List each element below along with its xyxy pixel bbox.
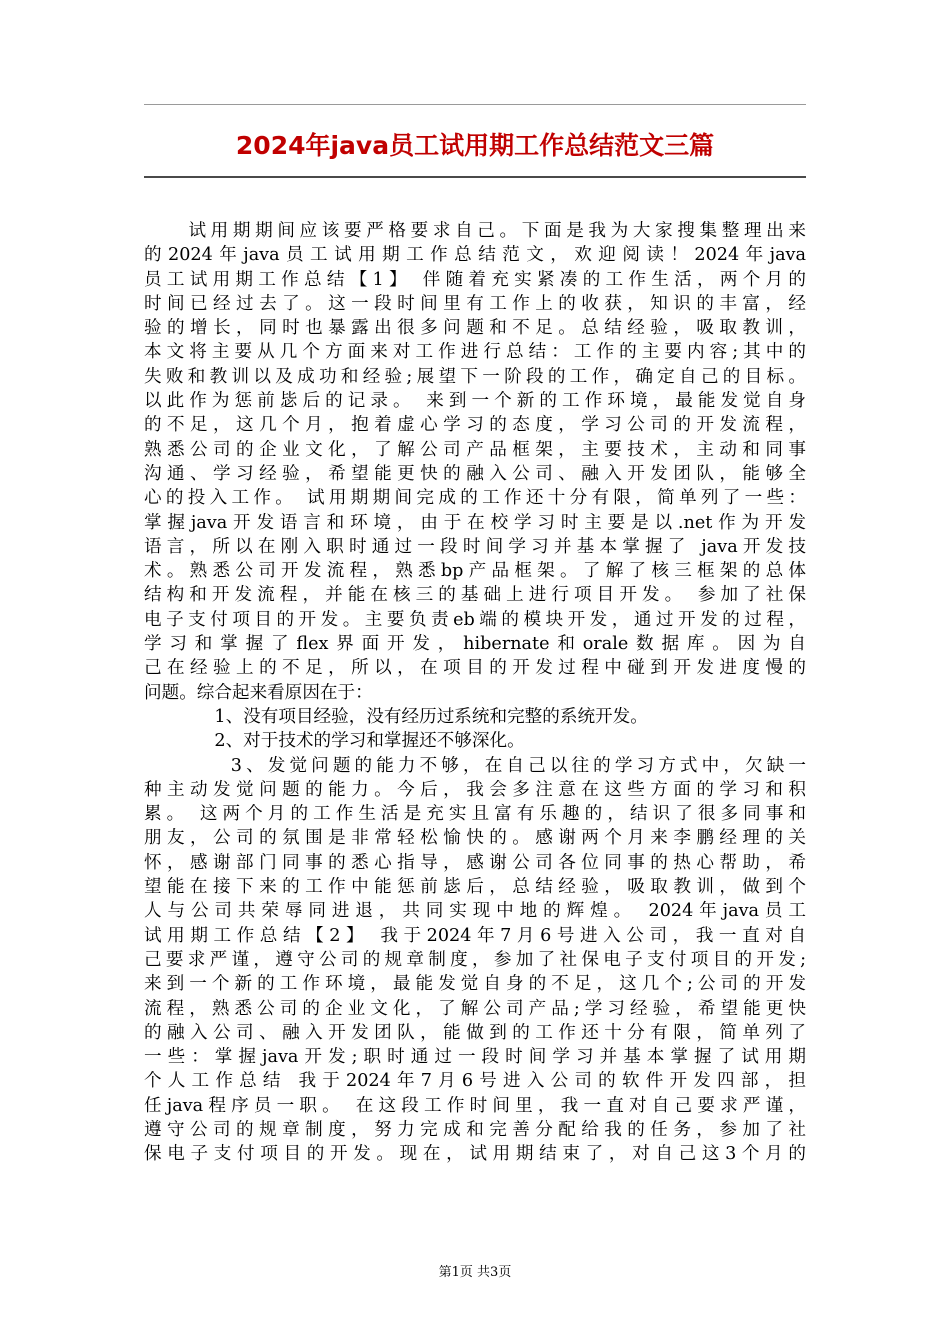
body-line: 本文将主要从几个方面来对工作进行总结：工作的主要内容;其中的 [144,342,806,363]
body-line: 种主动发觉问题的能力。今后，我会多注意在这些方面的学习和积 [144,779,806,800]
body-line: 流程，熟悉公司的企业文化，了解公司产品;学习经验，希望能更快 [144,998,806,1019]
body-line: 结构和开发流程，并能在核三的基础上进行项目开发。 参加了社保 [144,585,806,606]
title-rule [144,176,806,178]
body-line: 保电子支付项目的开发。现在，试用期结束了，对自己这3个月的 [144,1144,806,1165]
body-line: 时间已经过去了。这一段时间里有工作上的收获，知识的丰富，经 [144,293,806,314]
body-line: 问题。综合起来看原因在于： [144,682,373,703]
body-line: 己要求严谨，遵守公司的规章制度，参加了社保电子支付项目的开发; [144,949,806,970]
body-line: 掌握java开发语言和环境，由于在校学习时主要是以.net作为开发 [144,512,806,533]
body-line: 1、没有项目经验，没有经历过系统和完整的系统开发。 [144,706,648,727]
body-line: 术。熟悉公司开发流程，熟悉bp产品框架。了解了核三框架的总体 [144,561,806,582]
body-line: 的不足，这几个月，抱着虚心学习的态度，学习公司的开发流程， [144,415,806,436]
body-line: 电子支付项目的开发。主要负责eb端的模块开发，通过开发的过程， [144,609,806,630]
body-line: 一些：掌握java开发;职时通过一段时间学习并基本掌握了试用期 [144,1047,806,1068]
body-line: 的融入公司、融入开发团队，能做到的工作还十分有限，简单列了 [144,1022,806,1043]
body-line: 员工试用期工作总结【1】 伴随着充实紧凑的工作生活，两个月的 [144,269,806,290]
body-line: 己在经验上的不足，所以，在项目的开发过程中碰到开发进度慢的 [144,658,806,679]
body-line: 人与公司共荣辱同进退，共同实现中地的辉煌。 2024年java员工 [144,901,806,922]
body-line: 语言，所以在刚入职时通过一段时间学习并基本掌握了 java开发技 [144,536,806,557]
body-line: 望能在接下来的工作中能惩前毖后，总结经验，吸取教训，做到个 [144,877,806,898]
body-line: 熟悉公司的企业文化，了解公司产品框架，主要技术，主动和同事 [144,439,806,460]
body-line: 试用期工作总结【2】 我于2024年7月6号进入公司，我一直对自 [144,925,806,946]
document-title: 2024年java员工试用期工作总结范文三篇 [235,131,715,160]
body-line: 沟通、学习经验，希望能更快的融入公司、融入开发团队，能够全 [144,463,806,484]
document-body [144,219,806,1167]
body-line: 2、对于技术的学习和掌握还不够深化。 [144,731,525,752]
body-line: 朋友，公司的氛围是非常轻松愉快的。感谢两个月来李鹏经理的关 [144,828,806,849]
body-line: 来到一个新的工作环境，最能发觉自身的不足，这几个;公司的开发 [144,974,806,995]
body-line: 以此作为惩前毖后的记录。 来到一个新的工作环境，最能发觉自身 [144,391,806,412]
body-line: 的2024年java员工试用期工作总结范文，欢迎阅读！2024年java [144,245,806,266]
body-line: 失败和教训以及成功和经验;展望下一阶段的工作，确定自己的目标。 [144,366,806,387]
body-line: 试用期期间应该要严格要求自己。下面是我为大家搜集整理出来 [144,221,806,241]
page-footer: 第1页 共3页 [438,1265,512,1280]
body-line: 验的增长，同时也暴露出很多问题和不足。总结经验，吸取教训， [144,318,806,339]
body-line: 心的投入工作。 试用期期间完成的工作还十分有限，简单列了一些： [144,488,806,509]
body-line: 累。 这两个月的工作生活是充实且富有乐趣的，结识了很多同事和 [144,804,806,825]
body-line: 3、发觉问题的能力不够，在自己以往的学习方式中，欠缺一 [144,755,806,776]
body-line: 任java程序员一职。 在这段工作时间里，我一直对自己要求严谨， [144,1095,806,1116]
body-line: 学习和掌握了flex界面开发，hibernate和orale数据库。因为自 [144,634,806,655]
body-line: 怀，感谢部门同事的悉心指导，感谢公司各位同事的热心帮助，希 [144,852,806,873]
body-line: 个人工作总结 我于2024年7月6号进入公司的软件开发四部，担 [144,1071,806,1092]
header-rule [144,104,806,105]
body-line: 遵守公司的规章制度，努力完成和完善分配给我的任务，参加了社 [144,1119,806,1140]
